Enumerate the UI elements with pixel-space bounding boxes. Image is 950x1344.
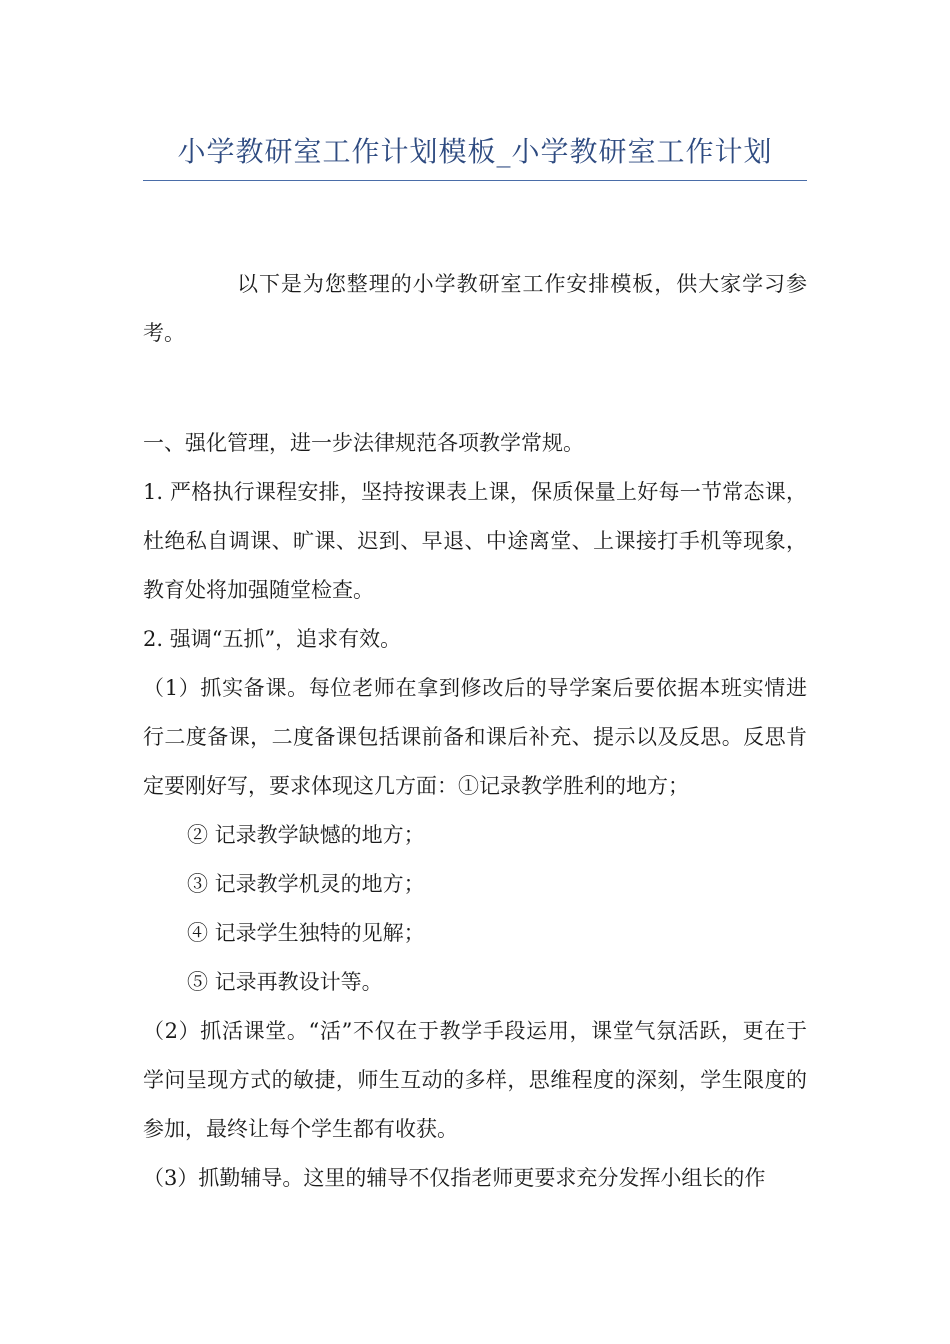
list-item: ④ 记录学生独特的见解； <box>187 921 425 945</box>
document-body <box>143 260 807 1203</box>
list-item: 2. 强调“五抓”，追求有效。 <box>143 627 402 651</box>
list-item: ⑤ 记录再教设计等。 <box>187 970 383 994</box>
document-title: 小学教研室工作计划模板_小学教研室工作计划 <box>177 135 773 168</box>
sub-paragraph: （2）抓活课堂。“活”不仅在于教学手段运用，课堂气氛活跃，更在于学问呈现方式的敏捷，师生互动的多样，思维程度的深刻，学生限度的参加，最终让每个学生都有收获。 <box>143 1019 807 1141</box>
title-underline <box>143 180 807 181</box>
intro-paragraph: 以下是为您整理的小学教研室工作安排模板，供大家学习参考。 <box>143 272 807 345</box>
list-item: ③ 记录教学机灵的地方； <box>187 872 425 896</box>
paragraph-gap <box>143 407 807 419</box>
section-heading: 一、强化管理，进一步法律规范各项教学常规。 <box>143 431 584 455</box>
sub-paragraph: （1）抓实备课。每位老师在拿到修改后的导学案后要依据本班实情进行二度备课，二度备课包括课前备和课后补充、提示以及反思。反思肯定要刚好写，要求体现这几方面：①记录教学胜利的地方； <box>143 676 807 798</box>
list-item: 1. 严格执行课程安排，坚持按课表上课，保质保量上好每一节常态课，杜绝私自调课、旷课、迟到、早退、中途离堂、上课接打手机等现象，教育处将加强随堂检查。 <box>143 480 807 602</box>
paragraph-gap <box>143 358 807 407</box>
sub-paragraph: （3）抓勤辅导。这里的辅导不仅指老师更要求充分发挥小组长的作 <box>143 1166 766 1190</box>
list-item: ② 记录教学缺憾的地方； <box>187 823 425 847</box>
